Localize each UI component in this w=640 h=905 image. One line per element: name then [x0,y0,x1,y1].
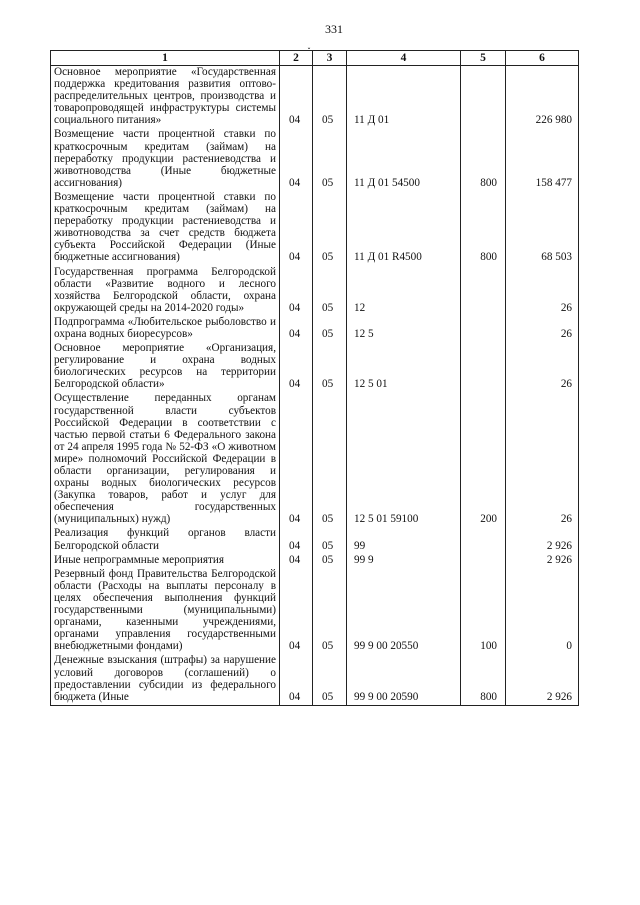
expense-type-code [461,266,506,316]
subsection-code: 05 [313,654,347,705]
section-code: 04 [280,342,313,392]
column-header-4: 4 [347,51,461,66]
table-row [51,191,579,266]
table-row [51,316,579,342]
target-article-code: 99 [347,527,461,553]
subsection-code: 05 [313,554,347,568]
section-code: 04 [280,654,313,705]
column-header-2: 2 [280,51,313,66]
table-row [51,266,579,316]
table-row [51,128,579,190]
target-article-code: 12 5 [347,316,461,342]
subsection-code: 05 [313,342,347,392]
amount: 0 [506,568,579,655]
table-row [51,342,579,392]
target-article-code: 11 Д 01 [347,66,461,129]
section-code: 04 [280,66,313,129]
target-article-code: 11 Д 01 R4500 [347,191,461,266]
section-code: 04 [280,568,313,655]
row-name: Возмещение части процентной ставки по краткосрочным кредитам (займам) на переработку продукции растениеводства и животноводства (Иные бюджетные ассигнования) [51,128,280,190]
target-article-code: 99 9 [347,554,461,568]
table-row [51,654,579,705]
scan-dot: ˯ [307,36,311,50]
subsection-code: 05 [313,316,347,342]
section-code: 04 [280,554,313,568]
section-code: 04 [280,128,313,190]
amount: 2 926 [506,654,579,705]
target-article-code: 12 5 01 59100 [347,392,461,527]
expense-type-code [461,316,506,342]
row-name: Иные непрограммные мероприятия [51,554,280,568]
target-article-code: 12 5 01 [347,342,461,392]
table-row [51,554,579,568]
amount: 26 [506,316,579,342]
expense-type-code: 800 [461,128,506,190]
table-row [51,392,579,527]
subsection-code: 05 [313,191,347,266]
budget-table [50,50,579,706]
row-name: Осуществление переданных органам государственной власти субъектов Российской Федерации в соответствии с частью первой статьи 6 Федерального закона от 24 апреля 1995 года № 52-ФЗ «О животном мире» полномочий Российской Федерации в области организации, регулирования и охраны водных биологических ресурсов (Закупка товаров, работ и услуг для обеспечения государственных (муниципальных) нужд) [51,392,280,527]
target-article-code: 12 [347,266,461,316]
section-code: 04 [280,316,313,342]
column-header-1: 1 [51,51,280,66]
target-article-code: 99 9 00 20590 [347,654,461,705]
target-article-code: 11 Д 01 54500 [347,128,461,190]
amount: 26 [506,266,579,316]
expense-type-code [461,554,506,568]
subsection-code: 05 [313,66,347,129]
row-name: Денежные взыскания (штрафы) за нарушение условий договоров (соглашений) о предоставлении субсидии из федерального бюджета (Иные [51,654,280,705]
row-name: Основное мероприятие «Государственная поддержка кредитования развития оптово-распределительных центров, производства и товаропроводящей инфраструктуры системы социального питания» [51,66,280,129]
table-row [51,568,579,655]
amount: 68 503 [506,191,579,266]
column-header-3: 3 [313,51,347,66]
row-name: Реализация функций органов власти Белгородской области [51,527,280,553]
expense-type-code: 100 [461,568,506,655]
expense-type-code [461,342,506,392]
row-name: Возмещение части процентной ставки по краткосрочным кредитам (займам) на переработку продукции растениеводства и животноводства за счет средств бюджета субъекта Российской Федерации (Иные бюджетные ассигнования) [51,191,280,266]
subsection-code: 05 [313,568,347,655]
section-code: 04 [280,266,313,316]
amount: 226 980 [506,66,579,129]
row-name: Государственная программа Белгородской области «Развитие водного и лесного хозяйства Белгородской области, охрана окружающей среды на 2014-2020 годы» [51,266,280,316]
subsection-code: 05 [313,266,347,316]
amount: 2 926 [506,527,579,553]
expense-type-code: 200 [461,392,506,527]
column-header-6: 6 [506,51,579,66]
expense-type-code: 800 [461,191,506,266]
table-row [51,527,579,553]
amount: 2 926 [506,554,579,568]
subsection-code: 05 [313,128,347,190]
row-name: Резервный фонд Правительства Белгородской области (Расходы на выплаты персоналу в целях обеспечения выполнения функций государственными (муниципальными) органами, казенными учреждениями, органами управления государственными внебюджетными фондами) [51,568,280,655]
target-article-code: 99 9 00 20550 [347,568,461,655]
section-code: 04 [280,392,313,527]
table-row [51,66,579,129]
expense-type-code [461,66,506,129]
row-name: Основное мероприятие «Организация, регулирование и охрана водных биологических ресурсов на территории Белгородской области» [51,342,280,392]
page-number: 331 [325,22,343,36]
subsection-code: 05 [313,392,347,527]
amount: 158 477 [506,128,579,190]
column-header-5: 5 [461,51,506,66]
expense-type-code [461,527,506,553]
section-code: 04 [280,191,313,266]
amount: 26 [506,392,579,527]
row-name: Подпрограмма «Любительское рыболовство и охрана водных биоресурсов» [51,316,280,342]
table-header-row [51,51,579,66]
amount: 26 [506,342,579,392]
section-code: 04 [280,527,313,553]
subsection-code: 05 [313,527,347,553]
expense-type-code: 800 [461,654,506,705]
